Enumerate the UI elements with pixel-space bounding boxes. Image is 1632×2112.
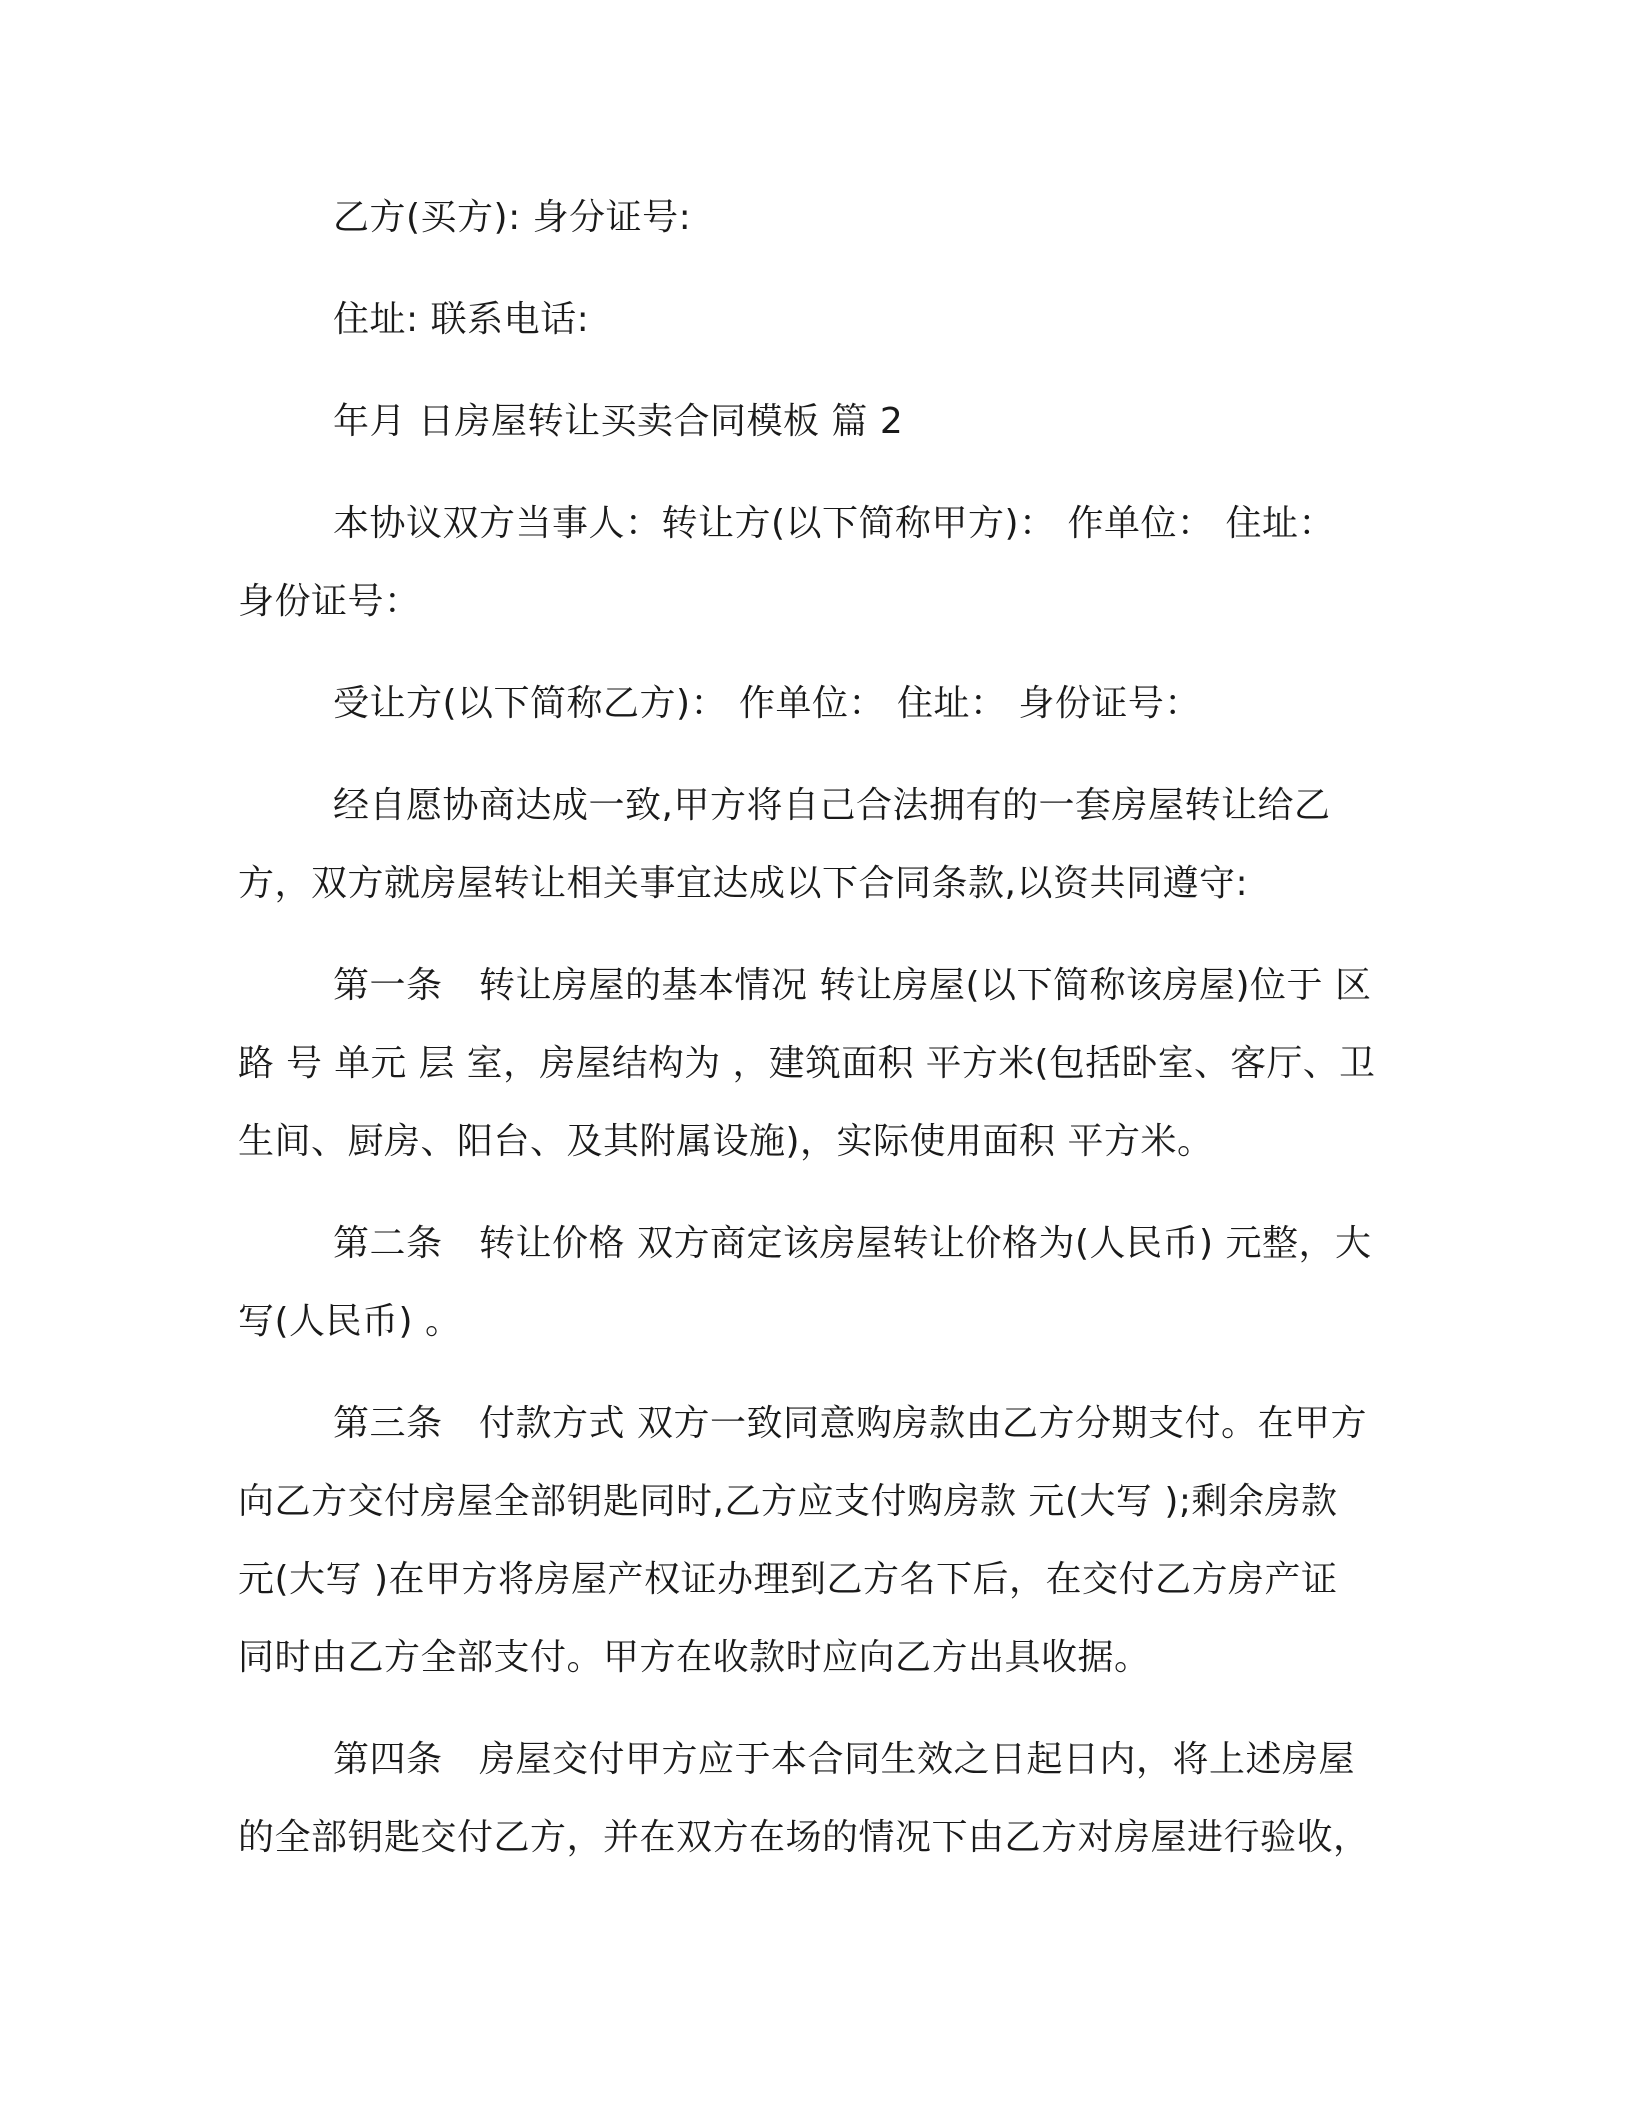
article-4-line-2: 的全部钥匙交付乙方，并在双方在场的情况下由乙方对房屋进行验收， (238, 1817, 1370, 1858)
article-3-line-3: 元(大写 )在甲方将房屋产权证办理到乙方名下后，在交付乙方房产证 (238, 1559, 1338, 1600)
article-3-line-4: 同时由乙方全部支付。甲方在收款时应向乙方出具收据。 (238, 1637, 1151, 1678)
parties-transferor-line: 本协议双方当事人：转让方(以下简称甲方)： 作单位： 住址： (333, 503, 1335, 544)
agreement-intro-line-2: 方，双方就房屋转让相关事宜达成以下合同条款,以资共同遵守: (238, 863, 1249, 904)
parties-transferor-id-line: 身份证号： (238, 581, 421, 622)
address-phone-line: 住址: 联系电话: (333, 299, 590, 340)
article-4-line-1: 第四条 房屋交付甲方应于本合同生效之日起日内，将上述房屋 (333, 1739, 1356, 1780)
article-1-line-1: 第一条 转让房屋的基本情况 转让房屋(以下简称该房屋)位于 区 (333, 965, 1372, 1006)
article-1-line-2: 路 号 单元 层 室，房屋结构为 ，建筑面积 平方米(包括卧室、客厅、卫 (238, 1043, 1376, 1084)
article-2-line-1: 第二条 转让价格 双方商定该房屋转让价格为(人民币) 元整，大 (333, 1223, 1372, 1264)
article-1-line-3: 生间、厨房、阳台、及其附属设施)，实际使用面积 平方米。 (238, 1121, 1214, 1162)
buyer-id-line: 乙方(买方): 身分证号: (333, 197, 692, 238)
article-2-line-2: 写(人民币) 。 (238, 1301, 462, 1342)
article-3-line-2: 向乙方交付房屋全部钥匙同时,乙方应支付购房款 元(大写 );剩余房款 (238, 1481, 1338, 1522)
transferee-line: 受让方(以下简称乙方)： 作单位： 住址： 身份证号： (333, 683, 1201, 724)
article-3-line-1: 第三条 付款方式 双方一致同意购房款由乙方分期支付。在甲方 (333, 1403, 1367, 1444)
agreement-intro-line-1: 经自愿协商达成一致,甲方将自己合法拥有的一套房屋转让给乙 (333, 785, 1331, 826)
section-heading: 年月 日房屋转让买卖合同模板 篇 2 (333, 401, 904, 442)
